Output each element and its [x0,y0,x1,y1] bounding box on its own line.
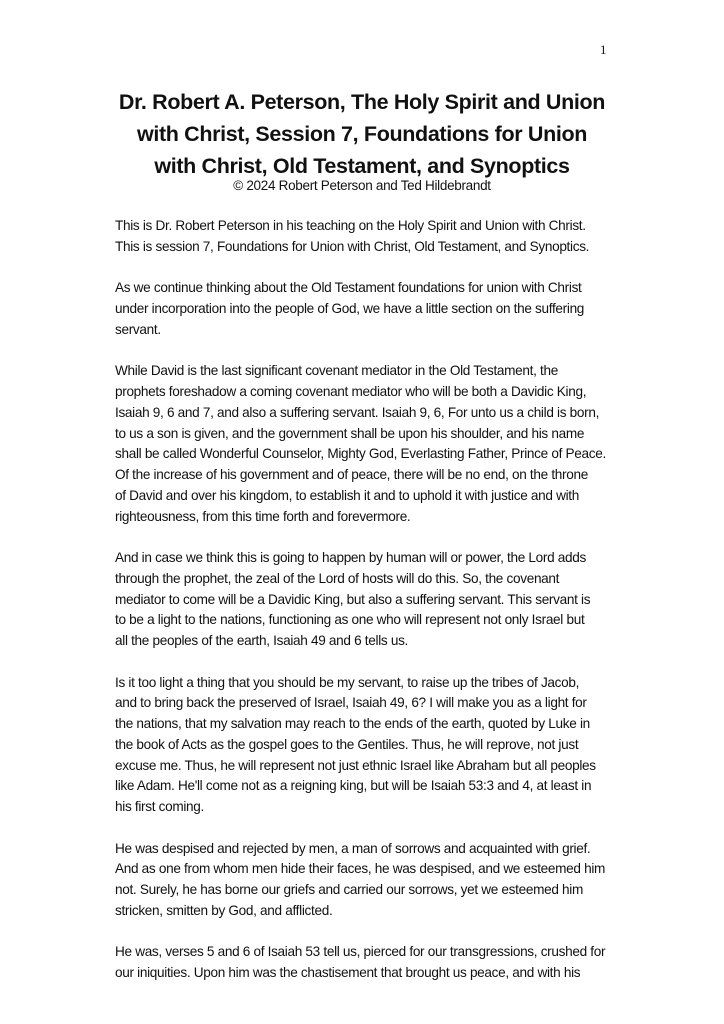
document-body [115,216,606,1005]
text-line: the nations, that my salvation may reach to the ends of the earth, quoted by Luke in [115,716,590,731]
text-line: and to bring back the preserved of Israel, Isaiah 49, 6? I will make you as a light for [115,695,587,711]
text-line: He was, verses 5 and 6 of Isaiah 53 tell us, pierced for our transgressions, crushed for [115,944,606,960]
text-line: Of the increase of his government and of peace, there will be no end, on the throne [115,467,588,482]
text-line: of David and over his kingdom, to establish it and to uphold it with justice and with [115,487,579,503]
text-line: our iniquities. Upon him was the chastisement that brought us peace, and with his [115,965,581,980]
text-line: While David is the last significant covenant mediator in the Old Testament, the [115,363,558,379]
text-line: excuse me. Thus, he will represent not just ethnic Israel like Abraham but all peoples [115,757,596,773]
text-line: Is it too light a thing that you should be my servant, to raise up the tribes of Jacob, [115,674,580,690]
paragraph [115,361,606,527]
paragraph [115,839,606,922]
text-line: prophets foreshadow a coming covenant mediator who will be both a Davidic King, [115,384,587,399]
title-line: with Christ, Session 7, Foundations for Union [136,122,588,146]
text-line: mediator to come will be a Davidic King, but also a suffering servant. This servant is [115,591,591,607]
text-line: shall be called Wonderful Counselor, Mighty God, Everlasting Father, Prince of Peace. [115,446,606,462]
document-title [0,86,724,182]
copyright-line: © 2024 Robert Peterson and Ted Hildebrandt [233,178,491,193]
text-line: to be a light to the nations, functioning as one who will represent not only Israel but [115,612,585,628]
text-line: servant. [115,321,161,337]
paragraph [115,278,606,340]
text-line: not. Surely, he has borne our griefs and carried our sorrows, yet we esteemed him [115,882,583,897]
text-line: through the prophet, the zeal of the Lord of hosts will do this. So, the covenant [115,570,560,586]
text-line: As we continue thinking about the Old Testament foundations for union with Christ [115,280,582,296]
paragraph [115,942,606,984]
text-line: And as one from whom men hide their faces, he was despised, and we esteemed him [115,861,606,877]
page-number: 1 [600,42,607,57]
text-line: This is Dr. Robert Peterson in his teaching on the Holy Spirit and Union with Christ. [115,218,586,233]
paragraph [115,548,606,652]
text-line: his first coming. [115,799,204,814]
title-line: Dr. Robert A. Peterson, The Holy Spirit and Union [118,90,606,114]
text-line: like Adam. He'll come not as a reigning king, but will be Isaiah 53:3 and 4, at least in [115,778,592,794]
paragraph [115,673,606,818]
title-line: with Christ, Old Testament, and Synoptics [154,154,570,178]
text-line: stricken, smitten by God, and afflicted. [115,902,333,918]
text-line: This is session 7, Foundations for Union with Christ, Old Testament, and Synoptics. [115,238,590,254]
paragraph [115,216,606,258]
text-line: And in case we think this is going to happen by human will or power, the Lord adds [115,550,586,565]
text-line: righteousness, from this time forth and forevermore. [115,508,411,524]
text-line: Isaiah 9, 6 and 7, and also a suffering servant. Isaiah 9, 6, For unto us a child is born, [115,404,600,420]
text-line: all the peoples of the earth, Isaiah 49 and 6 tells us. [115,633,408,648]
text-line: He was despised and rejected by men, a man of sorrows and acquainted with grief. [115,840,591,856]
text-line: the book of Acts as the gospel goes to the Gentiles. Thus, he will reprove, not just [115,736,579,752]
text-line: under incorporation into the people of God, we have a little section on the suffering [115,301,585,316]
text-line: to us a son is given, and the government shall be upon his shoulder, and his name [115,425,585,441]
